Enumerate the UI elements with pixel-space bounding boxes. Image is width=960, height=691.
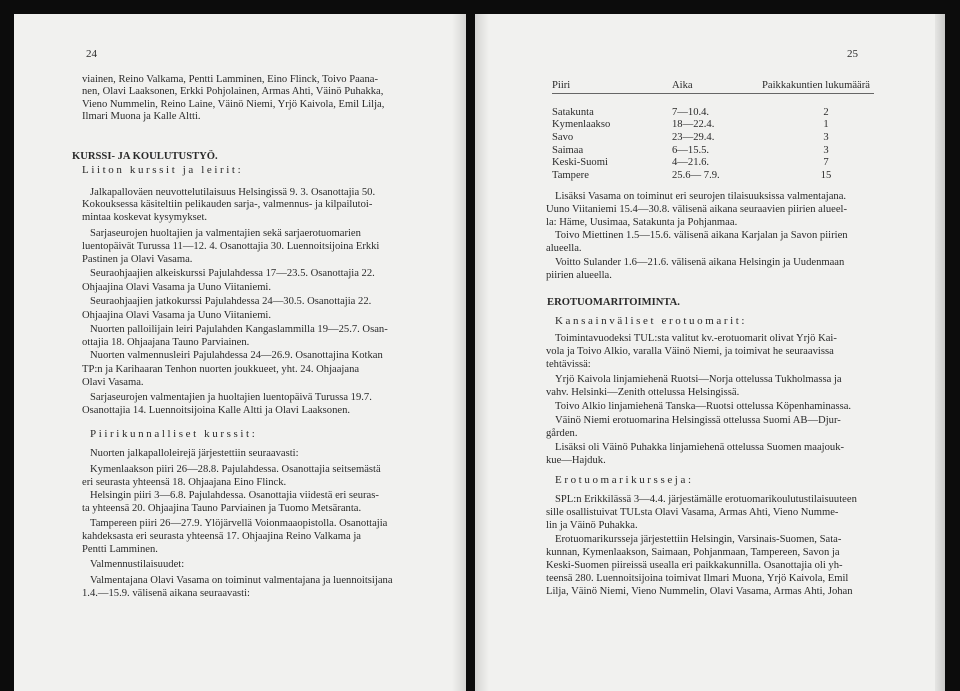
text-line: ottajia 18. Ohjaajana Tauno Parviainen.: [82, 337, 250, 348]
table-cell-time: 7—10.4.: [672, 107, 710, 118]
text-line: Erotuomarikursseja:: [555, 474, 694, 486]
spine-shadow: [452, 14, 466, 691]
table-cell-count: 2: [823, 107, 829, 118]
text-line: Valmennustilaisuudet:: [90, 559, 185, 570]
table-cell-time: 23—29.4.: [672, 132, 715, 143]
text-line: teensä 280. Luennoitsijoina toimivat Ilmari Muona, Yrjö Kaivola, Emil: [546, 573, 849, 584]
text-line: Uuno Viitaniemi 15.4—30.8. välisenä aikana seuraavien piirien alueel-: [546, 204, 847, 215]
text-line: Erotuomarikursseja järjestettiin Helsingin, Varsinais-Suomen, Sata-: [555, 534, 842, 545]
spine-shadow: [475, 14, 489, 691]
table-cell-district: Kymenlaakso: [552, 119, 611, 130]
text-line: piirien alueella.: [546, 270, 612, 281]
text-line: Seuraohjaajien jatkokurssi Pajulahdessa 24—30.5. Osanottajia 22.: [90, 296, 372, 307]
text-line: Ohjaajina Olavi Vasama ja Uuno Viitaniemi.: [82, 310, 272, 321]
text-line: Ilmari Muona ja Kalle Altti.: [82, 111, 201, 122]
text-line: Sarjaseurojen huoltajien ja valmentajien sekä sarjaerotuomarien: [90, 228, 361, 239]
text-line: alueella.: [546, 243, 582, 254]
table-header-district: Piiri: [552, 80, 571, 91]
text-line: Kokouksessa käsiteltiin pelikauden sarja-, valmennus- ja kilpailutoi-: [82, 199, 373, 210]
text-line: Nuorten valmennusleiri Pajulahdessa 24—26.9. Osanottajina Kotkan: [90, 350, 383, 361]
text-line: kahdeksasta eri seurasta yhteensä 17. Ohjaajina Reino Valkama ja: [82, 531, 361, 542]
text-line: Sarjaseurojen valmentajien ja huoltajien luentopäivä Turussa 19.7.: [90, 392, 372, 403]
text-line: TP:n ja Karihaaran Tenhon nuorten joukkueet, yht. 24. Ohjaajana: [82, 364, 360, 375]
table-cell-district: Saimaa: [552, 145, 584, 156]
text-line: kue—Hajduk.: [546, 455, 606, 466]
table-cell-time: 4—21.6.: [672, 157, 710, 168]
text-line: Liiton kurssit ja leirit:: [82, 164, 244, 176]
page-number: 24: [86, 48, 97, 60]
text-line: Lilja, Väinö Niemi, Vieno Nummelin, Olavi Vasama, Armas Ahti, Johan: [546, 586, 853, 597]
text-line: Helsingin piiri 3—6.8. Pajulahdessa. Osanottajia viidestä eri seuras-: [90, 490, 379, 501]
text-line: Valmentajana Olavi Vasama on toiminut valmentajana ja luennoitsijana: [90, 575, 393, 586]
text-line: Nuorten palloilijain leiri Pajulahden Kangaslammilla 19—25.7. Osan-: [90, 324, 388, 335]
text-line: viainen, Reino Valkama, Pentti Lamminen, Eino Flinck, Toivo Paana-: [82, 74, 379, 85]
text-line: Voitto Sulander 1.6—21.6. välisenä aikana Helsingin ja Uudenmaan: [555, 257, 845, 268]
text-line: Kansainväliset erotuomarit:: [555, 315, 748, 327]
text-line: Pastinen ja Olavi Vasama.: [82, 254, 193, 265]
text-line: Osanottajia 14. Luennoitsijoina Kalle Altti ja Olavi Laaksonen.: [82, 405, 351, 416]
text-line: Lisäksi Vasama on toiminut eri seurojen tilaisuuksissa valmentajana.: [555, 191, 847, 202]
table-cell-district: Tampere: [552, 170, 589, 181]
text-line: tehtävissä:: [546, 359, 591, 370]
text-line: Toimintavuodeksi TUL:sta valitut kv.-erotuomarit olivat Yrjö Kai-: [555, 333, 837, 344]
text-line: KURSSI- JA KOULUTUSTYÖ.: [72, 151, 218, 162]
text-line: mintaa koskevat kysymykset.: [82, 212, 208, 223]
text-line: Seuraohjaajien alkeiskurssi Pajulahdessa 17—23.5. Osanottajia 22.: [90, 268, 375, 279]
text-line: Vieno Nummelin, Reino Laine, Väinö Niemi, Yrjö Kaivola, Emil Lilja,: [82, 99, 385, 110]
text-line: Olavi Vasama.: [82, 377, 144, 388]
page-number: 25: [847, 48, 858, 60]
text-line: Jalkapalloväen neuvottelutilaisuus Helsingissä 9. 3. Osanottajia 50.: [90, 187, 376, 198]
table-cell-count: 1: [823, 119, 829, 130]
text-line: Ohjaajina Olavi Vasama ja Uuno Viitaniemi.: [82, 282, 272, 293]
text-line: la: Häme, Uusimaa, Satakunta ja Pohjanmaa.: [546, 217, 738, 228]
text-line: SPL:n Erikkilässä 3—4.4. järjestämälle erotuomarikoulutustilaisuuteen: [555, 494, 857, 505]
text-line: vahv. Helsinki—Zenith ottelussa Helsingissä.: [546, 387, 740, 398]
text-line: Tampereen piiri 26—27.9. Ylöjärvellä Voionmaaopistolla. Osanottajia: [90, 518, 388, 529]
text-line: Lisäksi oli Väinö Puhakka linjamiehenä ottelussa Suomen maajouk-: [555, 442, 845, 453]
text-line: Toivo Alkio linjamiehenä Tanska—Ruotsi ottelussa Köpenhaminassa.: [555, 401, 852, 412]
table-cell-time: 18—22.4.: [672, 119, 715, 130]
text-line: Väinö Niemi erotuomarina Helsingissä ottelussa Suomi AB—Djur-: [555, 415, 841, 426]
table-cell-district: Savo: [552, 132, 574, 143]
text-line: EROTUOMARITOIMINTA.: [547, 297, 680, 308]
text-line: vola ja Toivo Alkio, varalla Väinö Niemi, ja toimivat he seuraavissa: [546, 346, 834, 357]
text-line: Toivo Miettinen 1.5—15.6. välisenä aikana Karjalan ja Savon piirien: [555, 230, 848, 241]
text-line: luentopäivät Turussa 11—12. 4. Osanottajia 30. Luennoitsijoina Erkki: [82, 241, 380, 252]
text-line: Kymenlaakson piiri 26—28.8. Pajulahdessa. Osanottajia seitsemästä: [90, 464, 381, 475]
text-line: gården.: [546, 428, 578, 439]
text-line: Pentti Lamminen.: [82, 544, 158, 555]
text-line: 1.4.—15.9. välisenä aikana seuraavasti:: [82, 588, 250, 599]
text-line: sille osallistuivat TULsta Olavi Vasama, Armas Ahti, Vieno Numme-: [546, 507, 839, 518]
table-cell-count: 3: [823, 145, 829, 156]
table-cell-time: 6—15.5.: [672, 145, 710, 156]
right-page: [475, 14, 945, 691]
table-cell-time: 25.6— 7.9.: [672, 170, 720, 181]
text-line: nen, Olavi Laaksonen, Erkki Pohjolainen, Armas Ahti, Väinö Puhakka,: [82, 86, 384, 97]
text-line: kunnan, Kymenlaakson, Saimaan, Pohjanmaan, Tampereen, Savon ja: [546, 547, 840, 558]
text-line: Keski-Suomen piireissä usealla eri paikkakunnilla. Osanottajia oli yh-: [546, 560, 843, 571]
table-header-count: Paikkakuntien lukumäärä: [762, 80, 870, 91]
text-line: lin ja Väinö Puhakka.: [546, 520, 638, 531]
table-cell-count: 3: [823, 132, 829, 143]
text-line: Piirikunnalliset kurssit:: [90, 428, 258, 440]
left-page: [14, 14, 466, 691]
table-cell-count: 7: [823, 157, 829, 168]
table-cell-district: Satakunta: [552, 107, 594, 118]
text-line: eri seurasta yhteensä 18. Ohjaajana Eino Flinck.: [82, 477, 287, 488]
page-edge: [935, 14, 945, 691]
table-cell-count: 15: [820, 170, 832, 181]
text-line: ta yhteensä 20. Ohjaajina Tauno Parviainen ja Tuomo Metsäranta.: [82, 503, 362, 514]
table-header-time: Aika: [672, 80, 693, 91]
text-line: Yrjö Kaivola linjamiehenä Ruotsi—Norja ottelussa Tukholmassa ja: [555, 374, 842, 385]
table-rule: [552, 93, 874, 94]
text-line: Nuorten jalkapalloleirejä järjestettiin seuraavasti:: [90, 448, 299, 459]
table-cell-district: Keski-Suomi: [552, 157, 608, 168]
